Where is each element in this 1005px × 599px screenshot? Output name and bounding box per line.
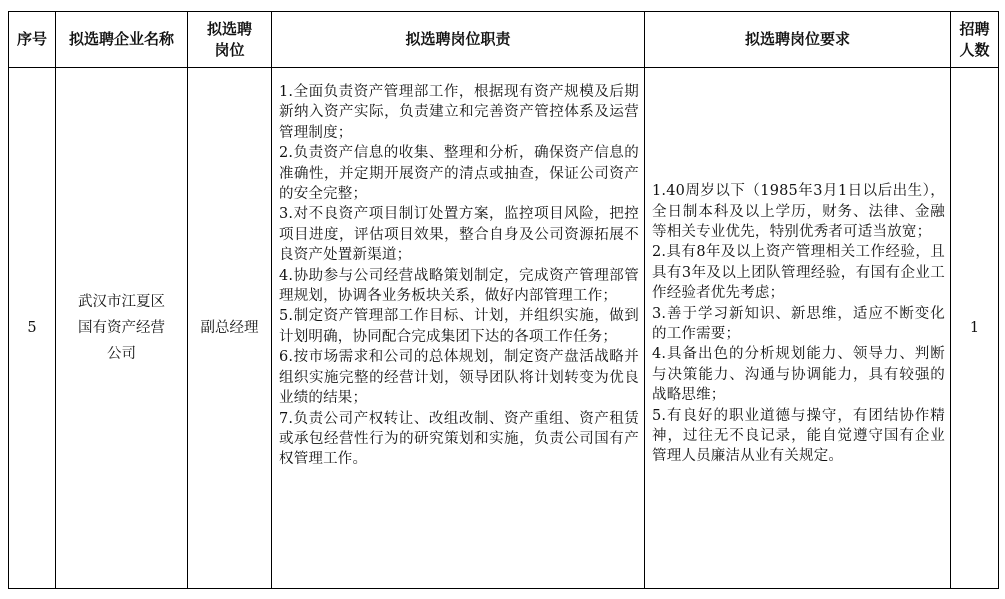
duties-list bbox=[279, 68, 639, 470]
duty-item-7: 7.负责公司产权转让、改组改制、资产重组、资产租赁或承包经营性行为的研究策划和实施，负责公司国有产权管理工作。 bbox=[279, 410, 639, 468]
header-requirements: 拟选聘岗位要求 bbox=[645, 12, 951, 68]
row-requirements bbox=[645, 68, 951, 589]
duty-item-3: 3.对不良资产项目制订处置方案，监控项目风险，把控项目进度，评估项目效果，整合自身及公司资源拓展不良资产处置新渠道； bbox=[279, 206, 639, 264]
requirement-item-1: 1.40周岁以下（1985年3月1日以后出生），全日制本科及以上学历，财务、法律、金融等相关专业优先，特别优秀者可适当放宽； bbox=[652, 183, 945, 240]
duty-item-5: 5.制定资产管理部工作目标、计划，并组织实施，做到计划明确，协同配合完成集团下达的各项工作任务； bbox=[279, 308, 639, 345]
header-headcount-line-2: 人数 bbox=[959, 40, 990, 59]
duty-item-1: 1.全面负责资产管理部工作，根据现有资产规模及后期新纳入资产实际，负责建立和完善资产管控体系及运营管理制度； bbox=[279, 84, 639, 141]
header-headcount bbox=[951, 12, 999, 68]
table-header-row bbox=[9, 12, 999, 68]
header-position-line-2: 岗位 bbox=[214, 40, 245, 59]
requirement-item-3: 3.善于学习新知识、新思维，适应不断变化的工作需要； bbox=[652, 305, 945, 342]
table-row bbox=[9, 68, 999, 589]
requirement-item-2: 2.具有8年及以上资产管理相关工作经验，且具有3年及以上团队管理经验，有国有企业工作经验者优先考虑； bbox=[652, 244, 945, 302]
header-headcount-line-1: 招聘 bbox=[959, 19, 990, 38]
row-index: 5 bbox=[9, 68, 56, 589]
company-line-1: 武汉市江夏区 bbox=[78, 294, 165, 310]
duty-item-4: 4.协助参与公司经营战略策划制定，完成资产管理部管理规划，协调各业务板块关系，做好内部管理工作； bbox=[279, 267, 639, 305]
header-position-line-1: 拟选聘 bbox=[206, 19, 252, 38]
requirements-list bbox=[652, 181, 945, 475]
header-duties: 拟选聘岗位职责 bbox=[272, 12, 645, 68]
header-position bbox=[188, 12, 272, 68]
document-page bbox=[8, 11, 998, 595]
recruitment-table bbox=[8, 11, 999, 589]
row-duties bbox=[272, 68, 645, 589]
row-headcount: 1 bbox=[951, 68, 999, 589]
header-index: 序号 bbox=[9, 12, 56, 68]
row-position: 副总经理 bbox=[188, 68, 272, 589]
header-company: 拟选聘企业名称 bbox=[56, 12, 188, 68]
requirement-item-4: 4.具备出色的分析规划能力、领导力、判断与决策能力、沟通与协调能力，具有较强的战略思维； bbox=[652, 346, 945, 404]
duty-item-2: 2.负责资产信息的收集、整理和分析，确保资产信息的准确性，并定期开展资产的清点或抽查，保证公司资产的安全完整； bbox=[279, 145, 639, 203]
row-company bbox=[56, 68, 188, 589]
duty-item-6: 6.按市场需求和公司的总体规划，制定资产盘活战略并组织实施完整的经营计划，领导团队将计划转变为优良业绩的结果； bbox=[279, 349, 639, 407]
company-line-2: 国有资产经营 bbox=[78, 320, 165, 336]
requirement-item-5: 5.有良好的职业道德与操守，有团结协作精神，过往无不良记录，能自觉遵守国有企业管理人员廉洁从业有关规定。 bbox=[652, 407, 945, 465]
company-line-3: 公司 bbox=[107, 346, 136, 362]
